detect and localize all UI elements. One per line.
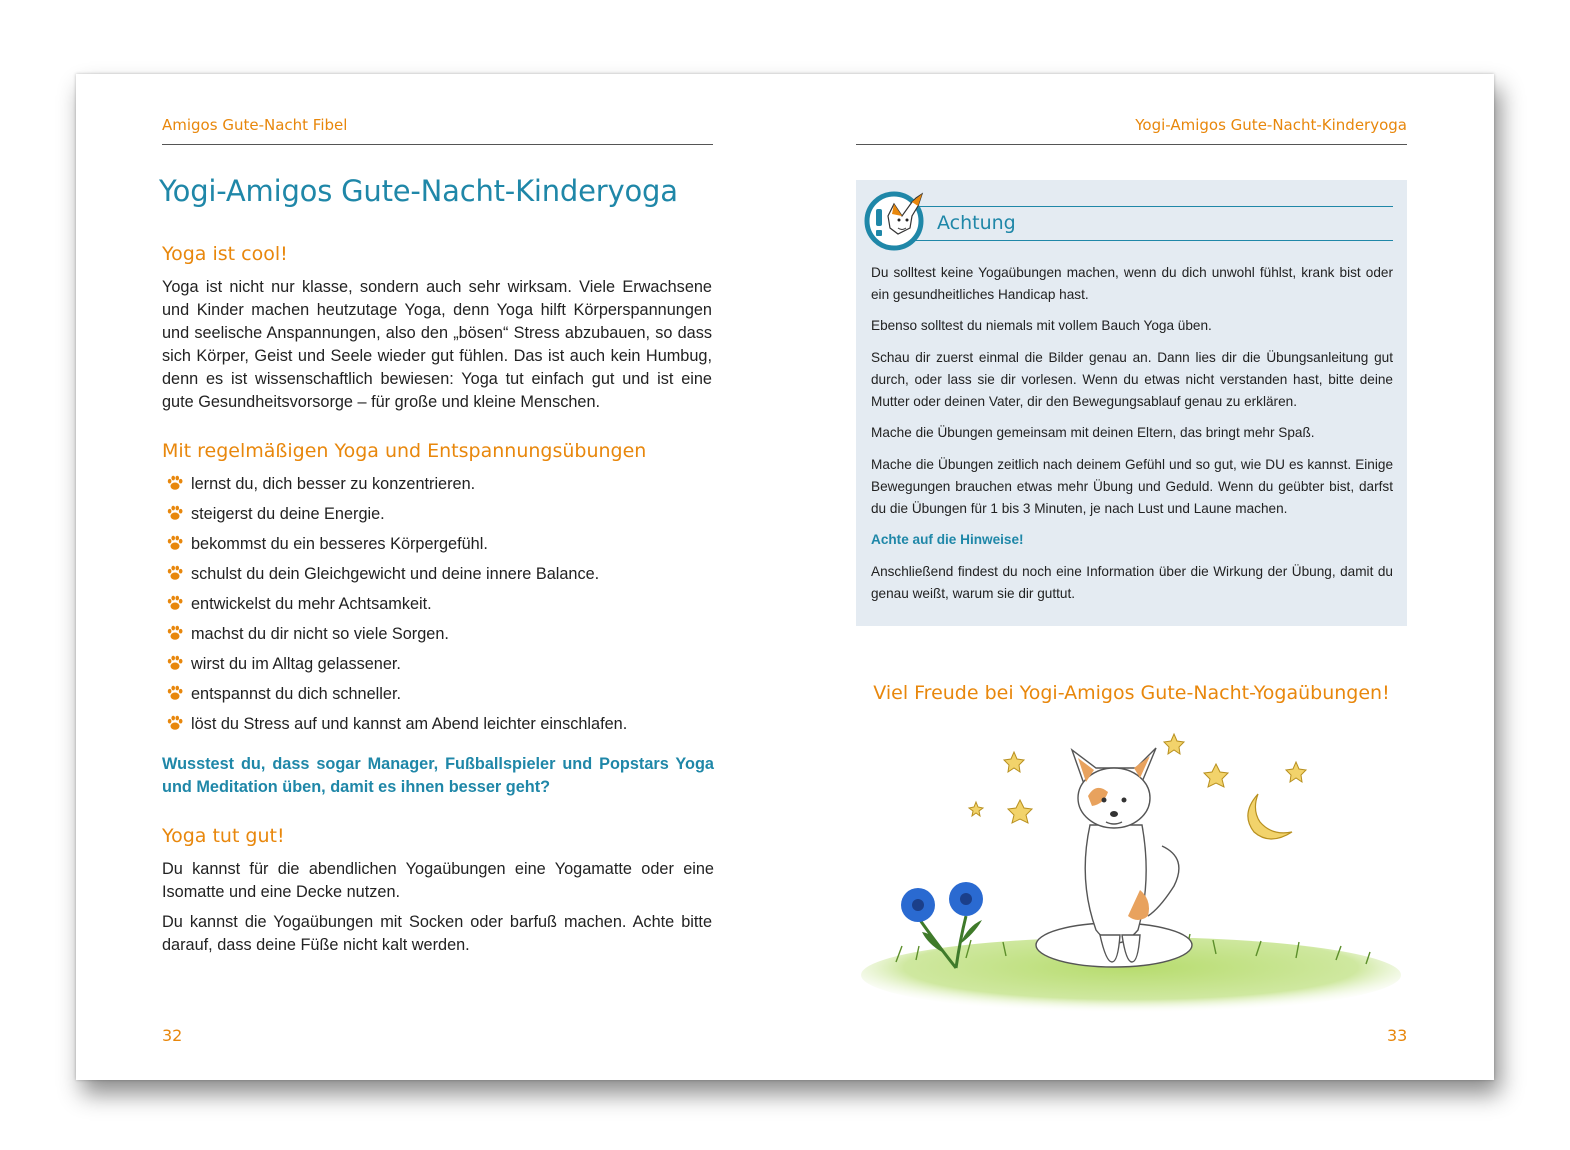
benefit-text: entwickelst du mehr Achtsamkeit.: [191, 595, 432, 613]
moon: [1248, 794, 1292, 839]
paw-icon: [166, 594, 184, 612]
benefit-list-item: [166, 503, 726, 525]
benefit-list-item: [166, 713, 726, 735]
paw-icon: [166, 714, 184, 732]
benefit-text: bekommst du ein besseres Körpergefühl.: [191, 535, 488, 553]
box-paragraph-5: Mache die Übungen zeitlich nach deinem Gefühl und so gut, wie DU es kannst. Einige Bewegungen brauchen etwas mehr Übung und Geduld. Wenn du geübter bist, darfst du die Übungen für 1 bis 3 Minuten, je nach Lust und Laune machen.: [871, 457, 1393, 516]
benefit-list-item: [166, 473, 726, 495]
running-head-right: Yogi-Amigos Gute-Nacht-Kinderyoga: [1135, 116, 1407, 134]
benefit-list-item: [166, 563, 726, 585]
paw-icon: [166, 654, 184, 672]
benefit-list-item: [166, 623, 726, 645]
box-paragraph-3: Schau dir zuerst einmal die Bilder genau an. Dann lies dir die Übungsanleitung gut durch, oder lass sie dir vorlesen. Wenn du etwas nicht verstanden hast, bitte deine Mutter oder deinen Vater, dir den Bewegungsablauf genau zu erklären.: [871, 350, 1393, 409]
benefit-list-item: [166, 533, 726, 555]
benefit-text: lernst du, dich besser zu konzentrieren.: [191, 475, 476, 493]
benefit-text: steigerst du deine Energie.: [191, 505, 385, 523]
box-paragraph-2: Ebenso solltest du niemals mit vollem Bauch Yoga üben.: [871, 318, 1212, 333]
box-rule-bottom: [900, 240, 1393, 241]
benefit-text: machst du dir nicht so viele Sorgen.: [191, 625, 449, 643]
header-rule-right: [856, 144, 1407, 145]
dog: [1036, 748, 1192, 967]
heading-benefits: Mit regelmäßigen Yoga und Entspannungsübungen: [162, 440, 647, 462]
heading-yoga-tut-gut: Yoga tut gut!: [162, 825, 285, 847]
benefit-list-item: [166, 593, 726, 615]
page-number-left: 32: [162, 1026, 183, 1045]
mat-paragraph: Du kannst für die abendlichen Yogaübungen eine Yogamatte oder eine Isomatte und eine Decke nutzen.: [162, 860, 714, 901]
box-paragraph-4: Mache die Übungen gemeinsam mit deinen Eltern, das bringt mehr Spaß.: [871, 425, 1315, 440]
paw-icon: [166, 504, 184, 522]
paw-icon: [166, 474, 184, 492]
running-head-left: Amigos Gute-Nacht Fibel: [162, 116, 348, 134]
paw-icon: [166, 684, 184, 702]
intro-paragraph: Yoga ist nicht nur klasse, sondern auch sehr wirksam. Viele Erwachsene und Kinder machen heutzutage Yoga, denn Yoga hilft Körperspannungen und seelische Anspannungen, also den „bösen“ Stress abzubauen, so dass sich Körper, Geist und Seele wieder gut fühlen. Das ist auch kein Humbug, denn es ist wissenschaftlich bewiesen: Yoga tut einfach gut und ist eine gute Gesundheitsvorsorge – für große und kleine Menschen.: [162, 278, 712, 411]
closing-line: Viel Freude bei Yogi-Amigos Gute-Nacht-Yogaübungen!: [873, 682, 1390, 704]
benefit-text: entspannst du dich schneller.: [191, 685, 401, 703]
page-number-right: 33: [1387, 1026, 1408, 1045]
warning-dog-icon: [864, 190, 930, 252]
header-rule-left: [162, 144, 713, 145]
box-rule-top: [900, 206, 1393, 207]
paw-icon: [166, 534, 184, 552]
benefit-text: löst du Stress auf und kannst am Abend leichter einschlafen.: [191, 715, 628, 733]
paw-icon: [166, 564, 184, 582]
benefit-list-item: [166, 683, 726, 705]
box-paragraph-1: Du solltest keine Yogaübungen machen, wenn du dich unwohl fühlst, krank bist oder ein gesundheitliches Handicap hast.: [871, 265, 1393, 302]
benefit-text: schulst du dein Gleichgewicht und deine innere Balance.: [191, 565, 600, 583]
paw-icon: [166, 624, 184, 642]
page-title: Yogi-Amigos Gute-Nacht-Kinderyoga: [159, 174, 678, 208]
socks-paragraph: Du kannst die Yogaübungen mit Socken oder barfuß machen. Achte bitte darauf, dass deine Füße nicht kalt werden.: [162, 913, 712, 954]
box-paragraph-7: Anschließend findest du noch eine Information über die Wirkung der Übung, damit du genau weißt, warum sie dir guttut.: [871, 564, 1393, 601]
benefit-list-item: [166, 653, 726, 675]
question-callout: Wusstest du, dass sogar Manager, Fußballspieler und Popstars Yoga und Meditation üben, damit es ihnen besser geht?: [162, 755, 714, 796]
yoga-dog-illustration: [856, 730, 1407, 1030]
benefit-text: wirst du im Alltag gelassener.: [191, 655, 401, 673]
box-hint-heading: Achte auf die Hinweise!: [871, 532, 1024, 547]
box-title: Achtung: [937, 212, 1016, 234]
heading-yoga-ist-cool: Yoga ist cool!: [162, 243, 288, 265]
warning-box: [856, 180, 1407, 626]
